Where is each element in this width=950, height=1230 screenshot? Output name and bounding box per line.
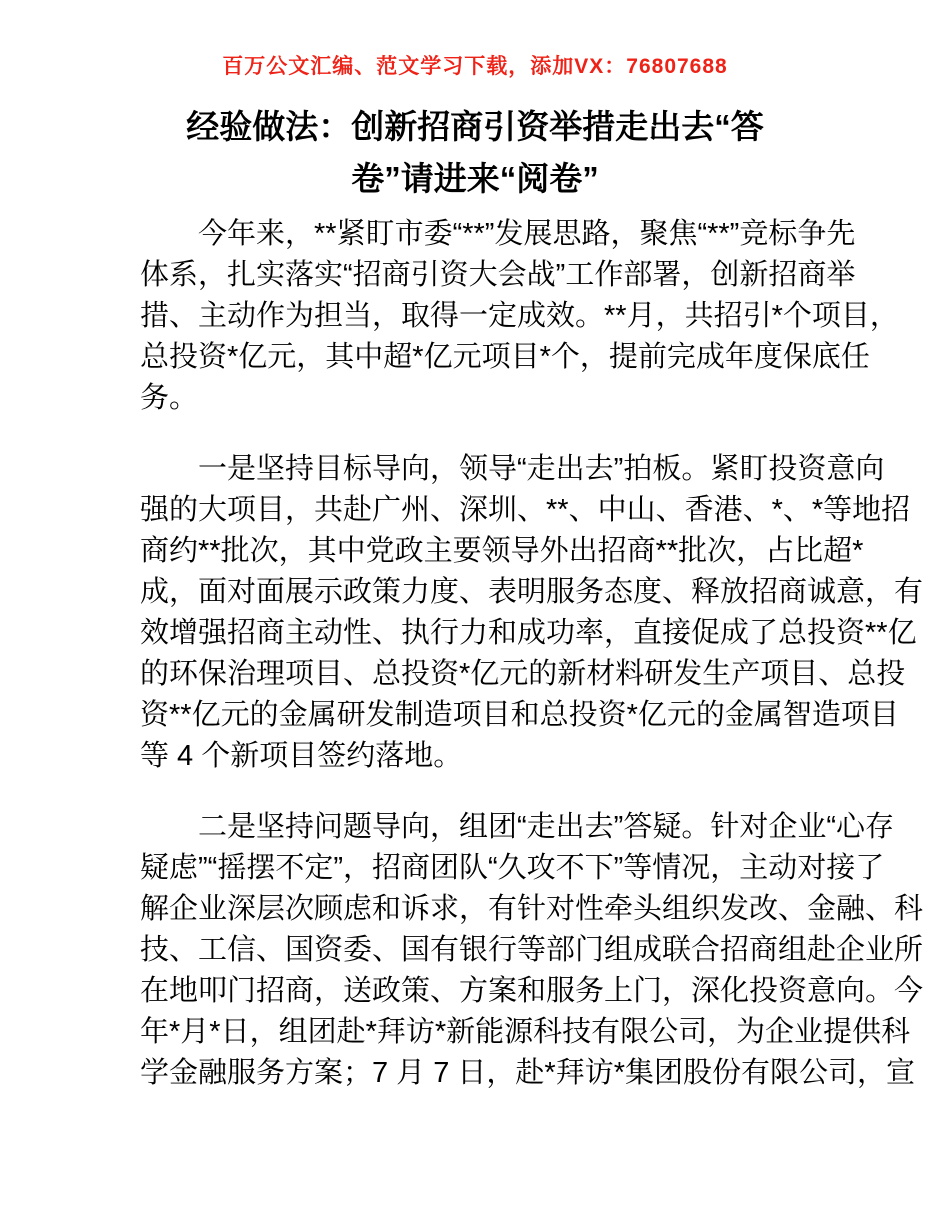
text-line: 务。 <box>140 382 199 414</box>
text-line: 商约**批次，其中党政主要领导外出招商**批次，占比超* <box>140 535 864 567</box>
document-body <box>140 214 922 1124</box>
text-line: 成，面对面展示政策力度、表明服务态度、释放招商诚意，有 <box>140 576 924 608</box>
paragraph <box>140 214 922 419</box>
text-line: 资**亿元的金属研发制造项目和总投资*亿元的金属智造项目 <box>140 699 899 731</box>
text-line: 的环保治理项目、总投资*亿元的新材料研发生产项目、总投 <box>140 658 906 690</box>
paragraph <box>140 449 922 777</box>
text-line: 二是坚持问题导向，组团“走出去”答疑。针对企业“心存 <box>198 811 894 843</box>
text-line: 解企业深层次顾虑和诉求，有针对性牵头组织发改、金融、科 <box>140 893 924 925</box>
text-line: 总投资*亿元，其中超*亿元项目*个，提前完成年度保底任 <box>140 341 870 373</box>
text-line: 措、主动作为担当，取得一定成效。**月，共招引*个项目， <box>140 300 899 332</box>
text-line: 强的大项目，共赴广州、深圳、**、中山、香港、*、*等地招 <box>140 494 911 526</box>
text-line: 疑虑”“摇摆不定”，招商团队“久攻不下”等情况，主动对接了 <box>140 852 885 884</box>
title-line: 卷”请进来“阅卷” <box>351 160 599 197</box>
paragraph <box>140 807 922 1094</box>
text-line: 今年来，**紧盯市委“**”发展思路，聚焦“**”竞标争先 <box>198 218 856 250</box>
watermark-notice: 百万公文汇编、范文学习下载，添加VX：76807688 <box>222 55 728 78</box>
text-line: 在地叩门招商，送政策、方案和服务上门，深化投资意向。今 <box>140 975 924 1007</box>
text-line: 体系，扎实落实“招商引资大会战”工作部署，创新招商举 <box>140 259 856 291</box>
document-title <box>0 101 950 205</box>
text-line: 等 4 个新项目签约落地。 <box>140 740 463 772</box>
text-line: 效增强招商主动性、执行力和成功率，直接促成了总投资**亿 <box>140 617 917 649</box>
text-line: 年*月*日，组团赴*拜访*新能源科技有限公司，为企业提供科 <box>140 1016 911 1048</box>
text-line: 一是坚持目标导向，领导“走出去”拍板。紧盯投资意向 <box>198 453 885 485</box>
title-line: 经验做法：创新招商引资举措走出去“答 <box>186 108 764 145</box>
text-line: 学金融服务方案；7 月 7 日，赴*拜访*集团股份有限公司，宣 <box>140 1057 916 1089</box>
text-line: 技、工信、国资委、国有银行等部门组成联合招商组赴企业所 <box>140 934 924 966</box>
